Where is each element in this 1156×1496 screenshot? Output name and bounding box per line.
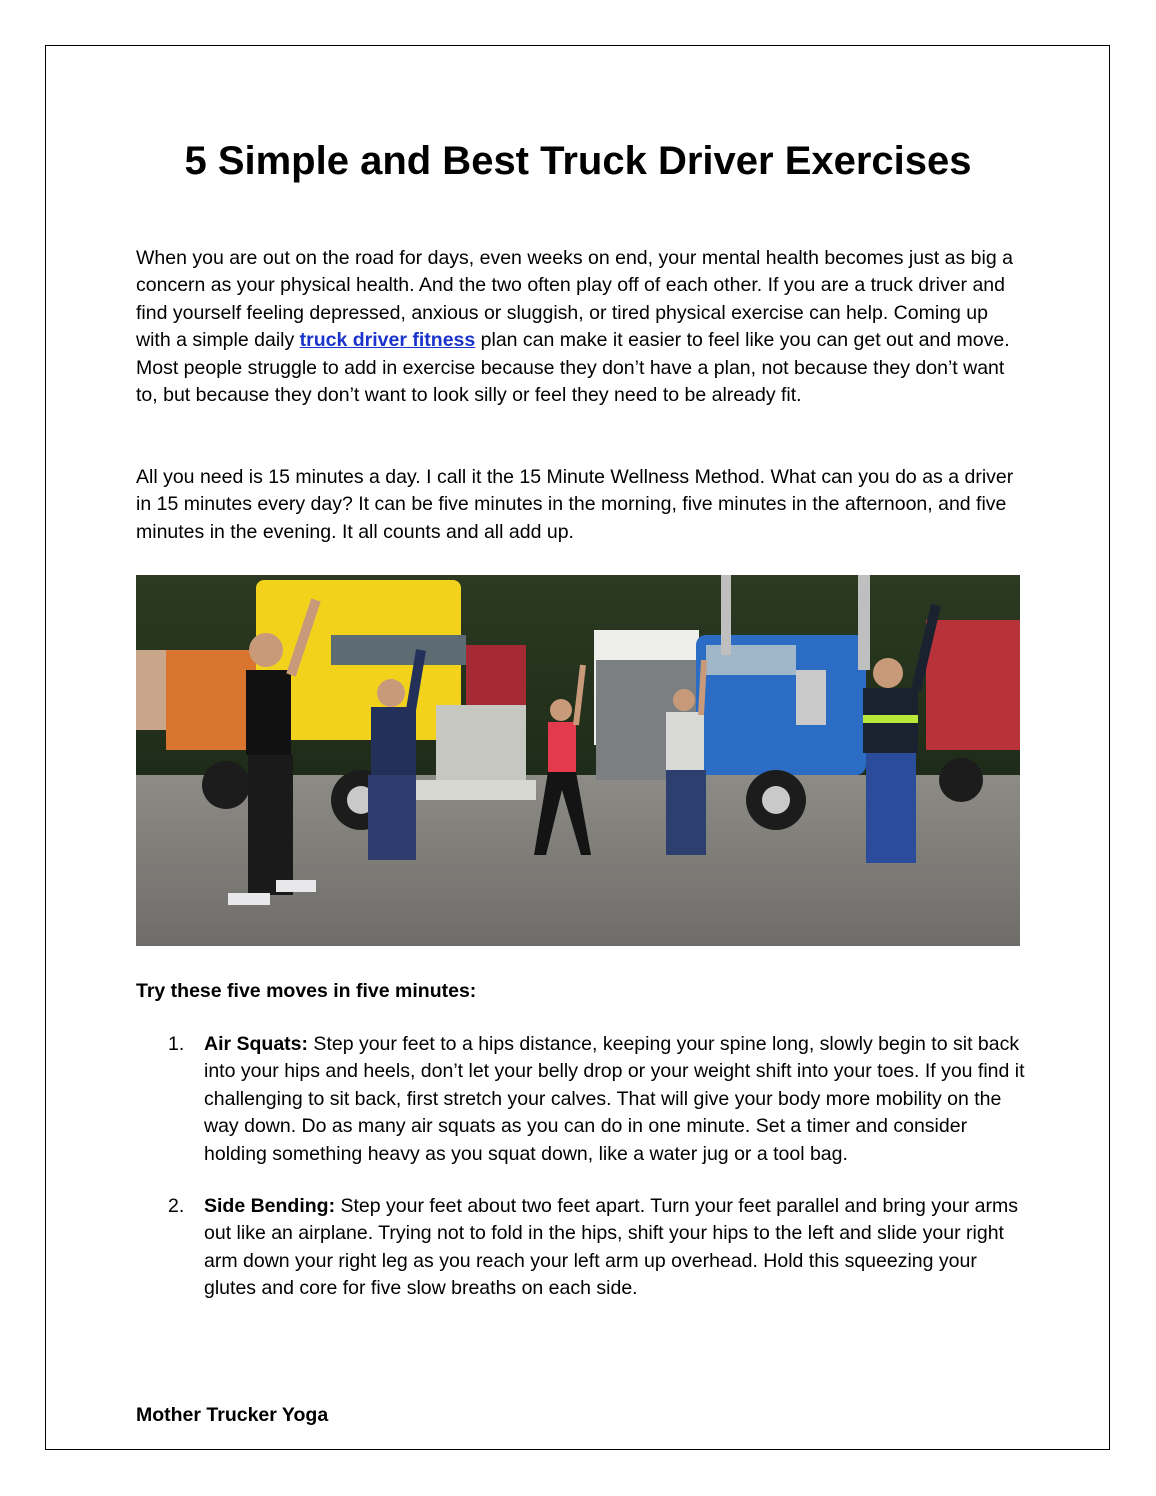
red-container: [926, 620, 1020, 750]
page-title: 5 Simple and Best Truck Driver Exercises: [184, 139, 972, 183]
list-number: 1.: [168, 1033, 185, 1055]
intro-text-before: When you are out on the road for days, even weeks on end, your mental health becomes just as big a concern as your physical health. And the two often play off of each other. If you are a truck driver and find yourself feeling depressed, anxious or sluggish, or tired physical exercise can help. Coming up with a simple daily: [136, 247, 1013, 352]
trucker-exercise-photo: [136, 575, 1020, 946]
trailer-wheel: [202, 761, 250, 809]
yellow-truck-windshield: [331, 635, 466, 665]
exercise-name: Air Squats:: [204, 1033, 309, 1055]
footer-brand: Mother Trucker Yoga: [136, 1404, 329, 1426]
list-number: 2.: [168, 1195, 185, 1218]
intro-text-after: plan can make it easier to feel like you can get out and move. Most people struggle to add in exercise because they don’t have a plan, not because they don’t want to, but because they don’t want to look silly or feel they need to be already fit.: [136, 329, 1010, 407]
exercise-description: Step your feet to a hips distance, keeping your spine long, slowly begin to sit back into your hips and heels, don’t let your belly drop or your weight shift into your toes. If you find it challenging to sit back, first stretch your calves. That will give your body more mobility on the way down. Do as many air squats as you can do in one minute. Set a timer and consider holding something heavy as you squat down, like a water jug or a tool bag.: [204, 1033, 1025, 1165]
exercise-description: Step your feet about two feet apart. Turn your feet parallel and bring your arms out like an airplane. Trying not to fold in the hips, shift your hips to the left and slide your right arm down your right leg as you reach your left arm up overhead. Hold this squeezing your glutes and core for five slow breaths on each side.: [204, 1195, 1018, 1300]
exhaust-stack-left: [721, 575, 731, 655]
intro-paragraph: [136, 245, 1020, 409]
exercise-name: Side Bending:: [204, 1195, 336, 1218]
list-item: [168, 1193, 1028, 1303]
exercise-list: [168, 1031, 1028, 1328]
exhaust-stack-right: [858, 575, 870, 670]
truck-driver-fitness-link[interactable]: truck driver fitness: [299, 329, 476, 352]
wellness-method-paragraph: All you need is 15 minutes a day. I call it the 15 Minute Wellness Method. What can you do as a driver in 15 minutes every day? It can be five minutes in the morning, five minutes in the afternoon, and five minutes in the evening. It all counts and all add up.: [136, 466, 1014, 543]
moves-subheading: Try these five moves in five minutes:: [136, 980, 477, 1002]
blue-truck-tank: [796, 670, 826, 725]
yellow-truck-grille: [436, 705, 526, 785]
blue-truck-hub: [762, 786, 790, 814]
yellow-truck-bumper: [416, 780, 536, 800]
orange-container: [166, 650, 256, 750]
list-item: [168, 1031, 1028, 1168]
photo-illustration: [136, 575, 1020, 946]
red-trailer-wheel: [939, 758, 983, 802]
blue-truck-windshield: [706, 645, 796, 675]
